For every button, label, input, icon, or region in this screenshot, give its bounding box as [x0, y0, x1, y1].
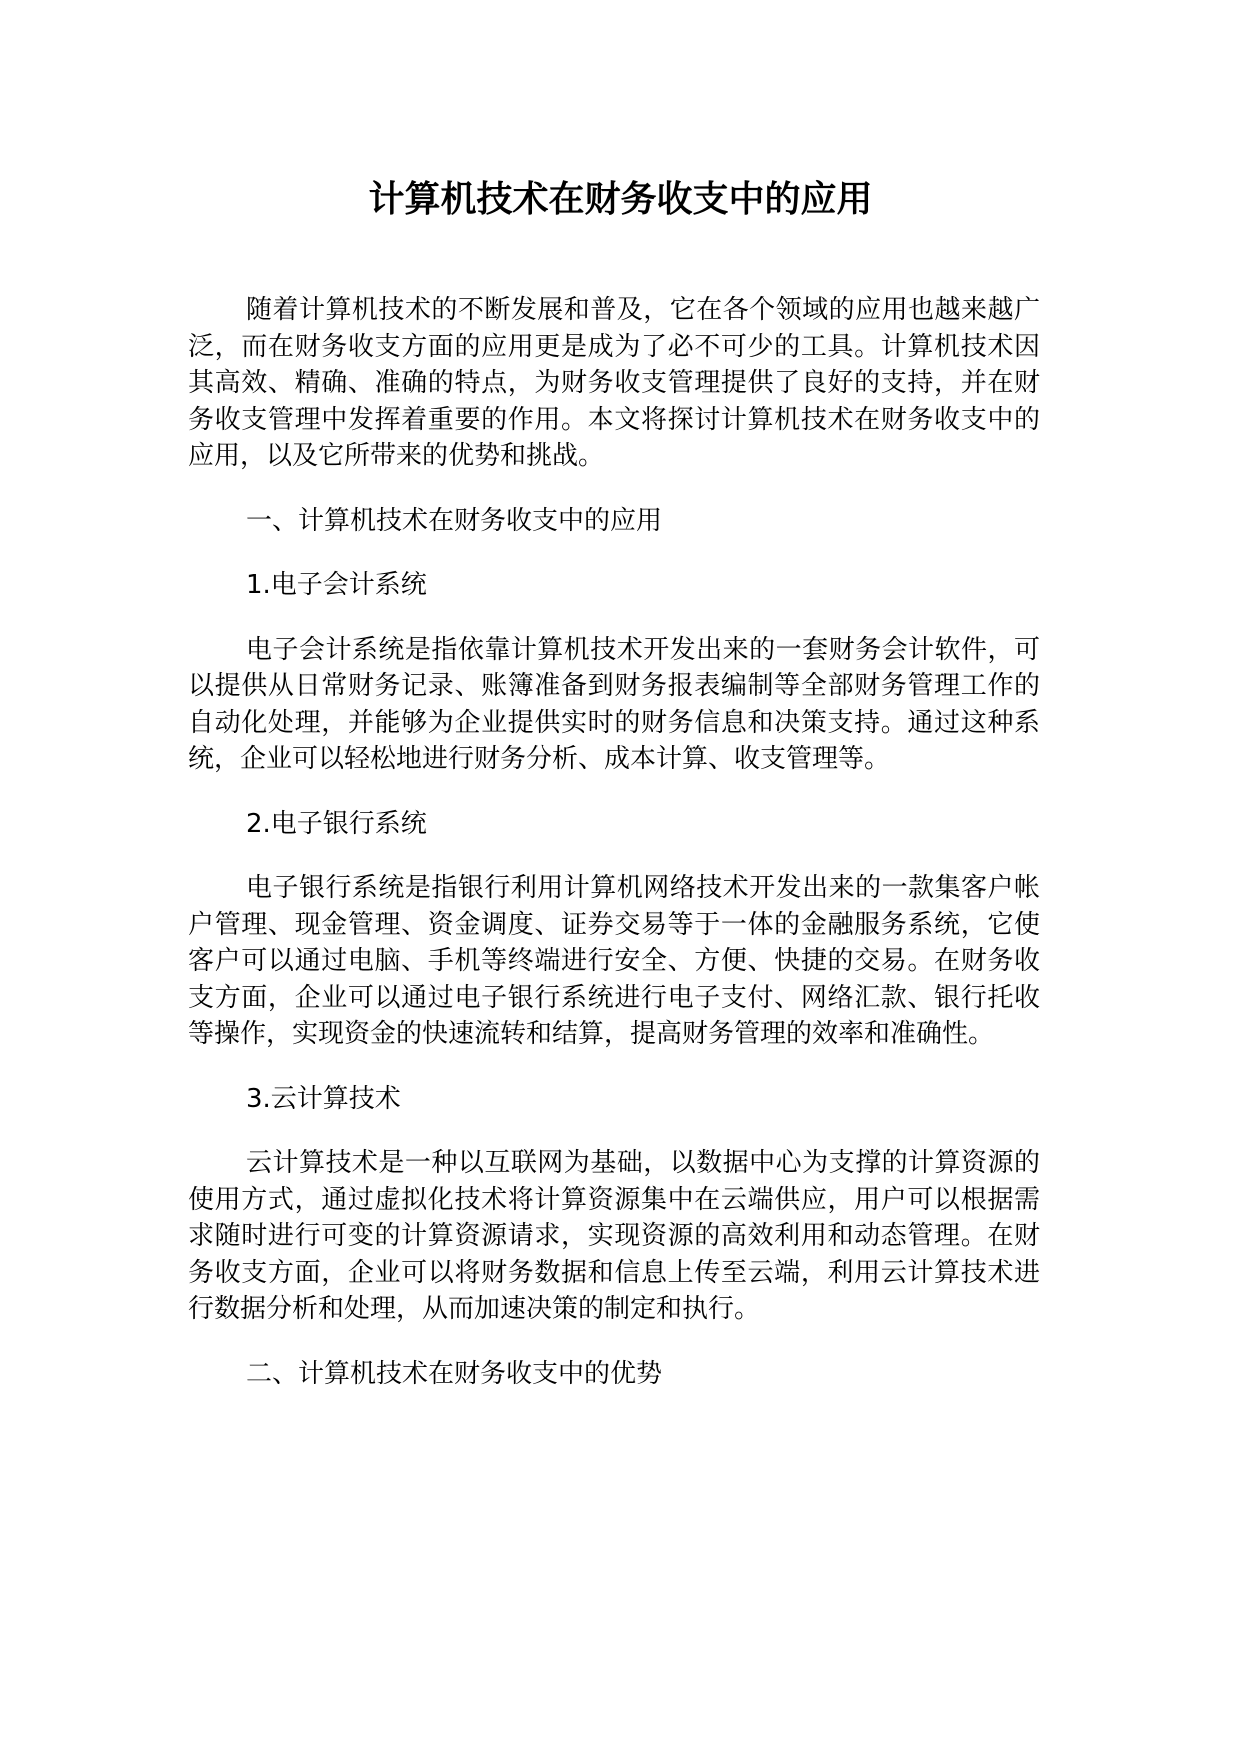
paragraph-spacer — [188, 1053, 1040, 1081]
paragraph-electronic-accounting: 电子会计系统是指依靠计算机技术开发出来的一套财务会计软件，可以提供从日常财务记录、账簿准备到财务报表编制等全部财务管理工作的自动化处理，并能够为企业提供实时的财务信息和决策支持。通过这种系统，企业可以轻松地进行财务分析、成本计算、收支管理等。 — [188, 634, 1040, 774]
subheading-cloud-computing: 3.云计算技术 — [246, 1083, 401, 1114]
subheading-electronic-banking: 2.电子银行系统 — [246, 808, 427, 839]
paragraph-spacer — [188, 1117, 1040, 1145]
document-title: 计算机技术在财务收支中的应用 — [368, 179, 873, 220]
intro-paragraph: 随着计算机技术的不断发展和普及，它在各个领域的应用也越来越广泛，而在财务收支方面的应用更是成为了必不可少的工具。计算机技术因其高效、精确、准确的特点，为财务收支管理提供了良好的支持，并在财务收支管理中发挥着重要的作用。本文将探讨计算机技术在财务收支中的应用，以及它所带来的优势和挑战。 — [188, 295, 1040, 471]
paragraph-electronic-banking: 电子银行系统是指银行利用计算机网络技术开发出来的一款集客户帐户管理、现金管理、资金调度、证券交易等于一体的金融服务系统，它使客户可以通过电脑、手机等终端进行安全、方便、快捷的交易。在财务收支方面，企业可以通过电子银行系统进行电子支付、网络汇款、银行托收等操作，实现资金的快速流转和结算，提高财务管理的效率和准确性。 — [188, 873, 1040, 1049]
paragraph-spacer — [188, 539, 1040, 567]
paragraph-spacer — [188, 778, 1040, 806]
paragraph-spacer — [188, 1328, 1040, 1356]
paragraph-spacer — [188, 842, 1040, 870]
paragraph-spacer — [188, 604, 1040, 632]
paragraph-spacer — [188, 475, 1040, 503]
paragraph-cloud-computing: 云计算技术是一种以互联网为基础，以数据中心为支撑的计算资源的使用方式，通过虚拟化技术将计算资源集中在云端供应，用户可以根据需求随时进行可变的计算资源请求，实现资源的高效利用和动态管理。在财务收支方面，企业可以将财务数据和信息上传至云端，利用云计算技术进行数据分析和处理，从而加速决策的制定和执行。 — [188, 1148, 1040, 1324]
document-body — [188, 292, 1040, 1392]
section-heading-advantages: 二、计算机技术在财务收支中的优势 — [246, 1358, 663, 1389]
subheading-electronic-accounting: 1.电子会计系统 — [246, 570, 427, 600]
section-heading-applications: 一、计算机技术在财务收支中的应用 — [246, 505, 663, 536]
